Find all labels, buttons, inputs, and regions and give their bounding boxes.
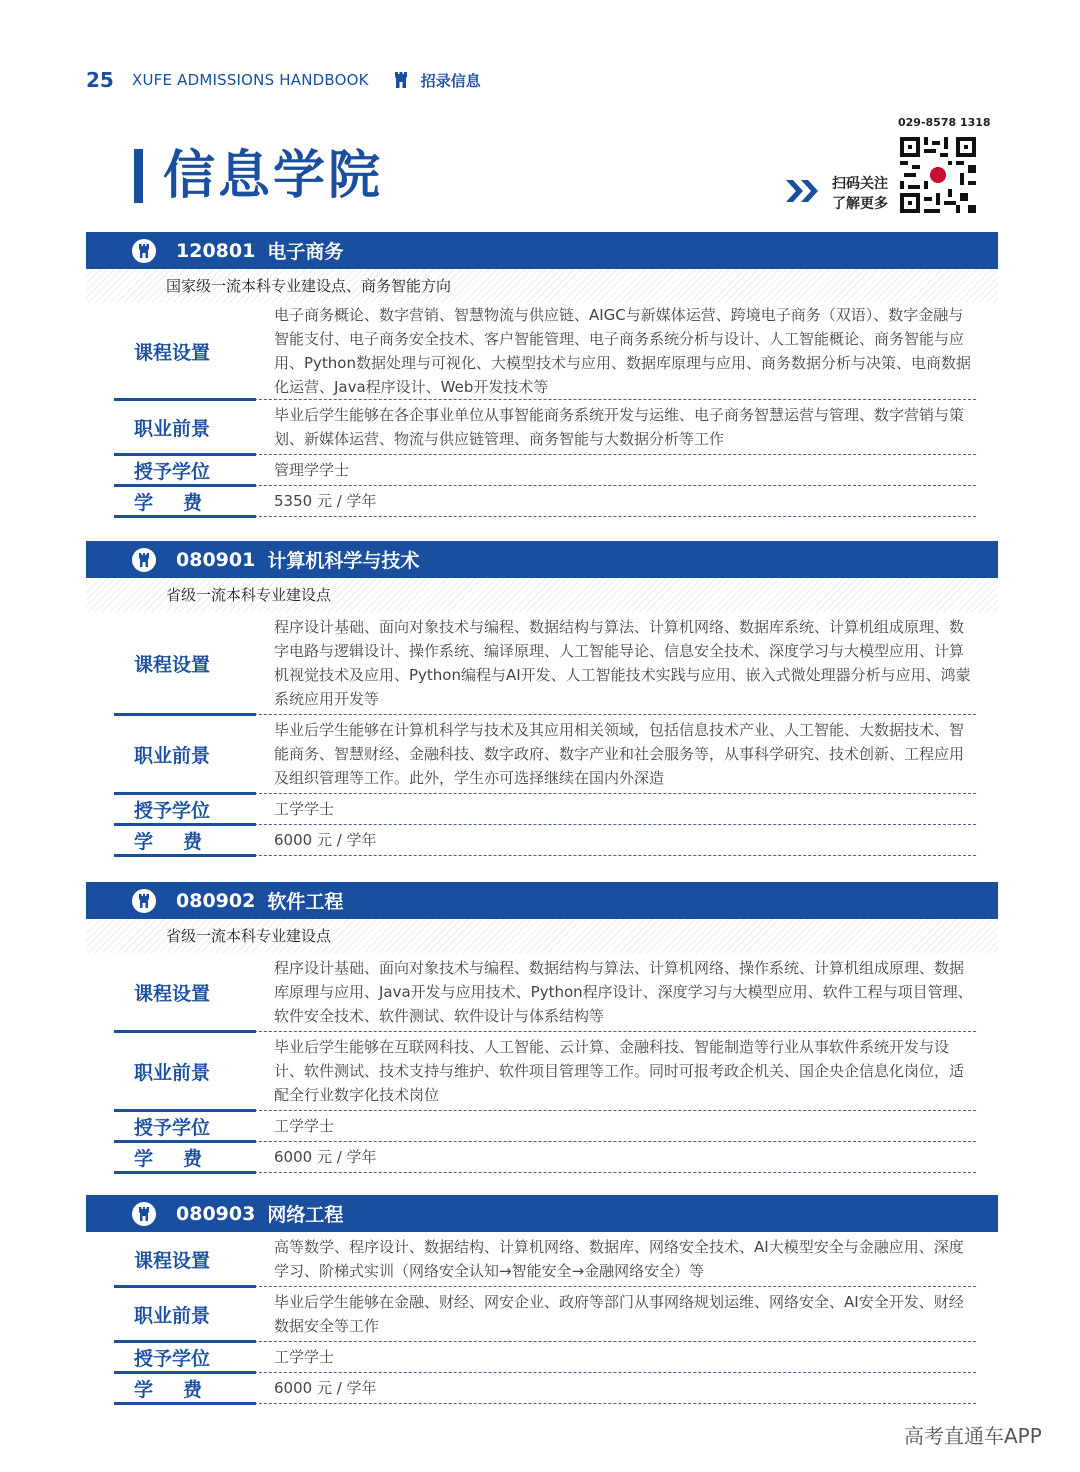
fee-value: 5350 元 / 学年 [274, 492, 377, 510]
major-section [86, 1195, 998, 1404]
major-code: 080902 [176, 889, 256, 912]
fee-row [114, 1142, 976, 1173]
fee-label: 学费 [114, 486, 250, 516]
career-label: 职业前景 [114, 1287, 250, 1341]
degree-value: 工学学士 [274, 1348, 335, 1366]
page-number: 25 [86, 68, 114, 92]
courses-label: 课程设置 [114, 612, 250, 714]
degree-label: 授予学位 [114, 1111, 250, 1141]
page-title: 信息学院 [163, 146, 384, 206]
career-row [114, 1287, 976, 1342]
major-section [86, 232, 998, 517]
major-name: 电子商务 [267, 241, 344, 263]
courses-label: 课程设置 [114, 303, 250, 399]
career-row [114, 400, 976, 455]
degree-label: 授予学位 [114, 455, 250, 485]
contact-phone: 029-8578 1318 [898, 116, 991, 129]
major-name: 软件工程 [267, 891, 344, 913]
major-header [86, 882, 998, 919]
page-header [86, 66, 481, 94]
fee-label: 学费 [114, 825, 250, 855]
career-value: 毕业后学生能够在互联网科技、人工智能、云计算、金融科技、智能制造等行业从事软件系统开发与设计、软件测试、技术支持与维护、软件项目管理等工作。同时可报考政企机关、国企央企信息化岗位，适配全行业数字化技术岗位 [274, 1038, 965, 1104]
qr-caption [832, 174, 888, 214]
degree-row [114, 455, 976, 486]
career-row [114, 1032, 976, 1111]
courses-row [114, 953, 976, 1032]
title-accent-bar [134, 149, 143, 203]
career-value: 毕业后学生能够在金融、财经、网安企业、政府等部门从事网络规划运维、网络安全、AI安全开发、财经数据安全等工作 [274, 1293, 964, 1335]
degree-value: 工学学士 [274, 1117, 335, 1135]
double-chevron-icon [786, 180, 820, 206]
fee-label: 学费 [114, 1373, 250, 1403]
fee-row [114, 486, 976, 517]
major-note: 国家级一流本科专业建设点、商务智能方向 [86, 269, 998, 303]
major-code: 080901 [176, 548, 256, 571]
fee-value: 6000 元 / 学年 [274, 1148, 377, 1166]
courses-value: 高等数学、程序设计、数据结构、计算机网络、数据库、网络安全技术、AI大模型安全与金融应用、深度学习、阶梯式实训（网络安全认知→智能安全→金融网络安全）等 [274, 1238, 964, 1280]
section-label: 招录信息 [420, 71, 481, 90]
castle-badge-icon [132, 239, 156, 263]
fee-value: 6000 元 / 学年 [274, 1379, 377, 1397]
page-title-block [134, 146, 383, 206]
fee-row [114, 1373, 976, 1404]
fee-label: 学费 [114, 1142, 250, 1172]
major-header [86, 1195, 998, 1232]
major-header [86, 541, 998, 578]
career-label: 职业前景 [114, 715, 250, 793]
degree-value: 工学学士 [274, 800, 335, 818]
major-code: 120801 [176, 239, 256, 262]
career-label: 职业前景 [114, 400, 250, 454]
major-code: 080903 [176, 1202, 256, 1225]
degree-row [114, 794, 976, 825]
handbook-title: XUFE ADMISSIONS HANDBOOK [132, 71, 369, 89]
castle-badge-icon [132, 889, 156, 913]
career-value: 毕业后学生能够在计算机科学与技术及其应用相关领域，包括信息技术产业、人工智能、大数据技术、智能商务、智慧财经、金融科技、数字政府、数字产业和社会服务等，从事科学研究、技术创新、工程应用及组织管理等工作。此外，学生亦可选择继续在国内外深造 [274, 721, 965, 787]
fee-row [114, 825, 976, 856]
career-row [114, 715, 976, 794]
degree-label: 授予学位 [114, 794, 250, 824]
castle-badge-icon [132, 548, 156, 572]
major-section [86, 541, 998, 856]
castle-badge-icon [132, 1202, 156, 1226]
major-name: 计算机科学与技术 [267, 550, 420, 572]
degree-row [114, 1111, 976, 1142]
castle-icon [395, 72, 407, 88]
career-label: 职业前景 [114, 1032, 250, 1110]
courses-value: 程序设计基础、面向对象技术与编程、数据结构与算法、计算机网络、数据库系统、计算机组成原理、数字电路与逻辑设计、操作系统、编译原理、人工智能导论、信息安全技术、深度学习与大模型应用、计算机视觉技术及应用、Python编程与AI开发、人工智能技术实践与应用、嵌入式微处理器分析与应用、鸿蒙系统应用开发等 [274, 618, 971, 708]
courses-row [114, 1232, 976, 1287]
courses-label: 课程设置 [114, 953, 250, 1031]
watermark: 高考直通车APP [904, 1424, 1042, 1448]
qr-code[interactable] [900, 137, 976, 213]
qr-caption-line2: 了解更多 [832, 196, 888, 212]
courses-row [114, 612, 976, 715]
major-header [86, 232, 998, 269]
degree-row [114, 1342, 976, 1373]
courses-value: 电子商务概论、数字营销、智慧物流与供应链、AIGC与新媒体运营、跨境电子商务（双语）、数字金融与智能支付、电子商务安全技术、客户智能管理、电子商务系统分析与设计、人工智能概论、商务智能与应用、Python数据处理与可视化、大模型技术与应用、数据库原理与应用、商务数据分析与决策、电商数据化运营、Java程序设计、Web开发技术等 [274, 306, 971, 396]
major-note: 省级一流本科专业建设点 [86, 919, 998, 953]
degree-value: 管理学学士 [274, 461, 350, 479]
major-section [86, 882, 998, 1173]
major-note: 省级一流本科专业建设点 [86, 578, 998, 612]
fee-value: 6000 元 / 学年 [274, 831, 377, 849]
qr-caption-line1: 扫码关注 [832, 176, 888, 192]
courses-row [114, 303, 976, 400]
major-name: 网络工程 [267, 1204, 344, 1226]
degree-label: 授予学位 [114, 1342, 250, 1372]
career-value: 毕业后学生能够在各企事业单位从事智能商务系统开发与运维、电子商务智慧运营与管理、数字营销与策划、新媒体运营、物流与供应链管理、商务智能与大数据分析等工作 [274, 406, 965, 448]
courses-label: 课程设置 [114, 1232, 250, 1286]
courses-value: 程序设计基础、面向对象技术与编程、数据结构与算法、计算机网络、操作系统、计算机组成原理、数据库原理与应用、Java开发与应用技术、Python程序设计、深度学习与大模型应用、软件工程与项目管理、软件安全技术、软件测试、软件设计与体系结构等 [274, 959, 973, 1025]
